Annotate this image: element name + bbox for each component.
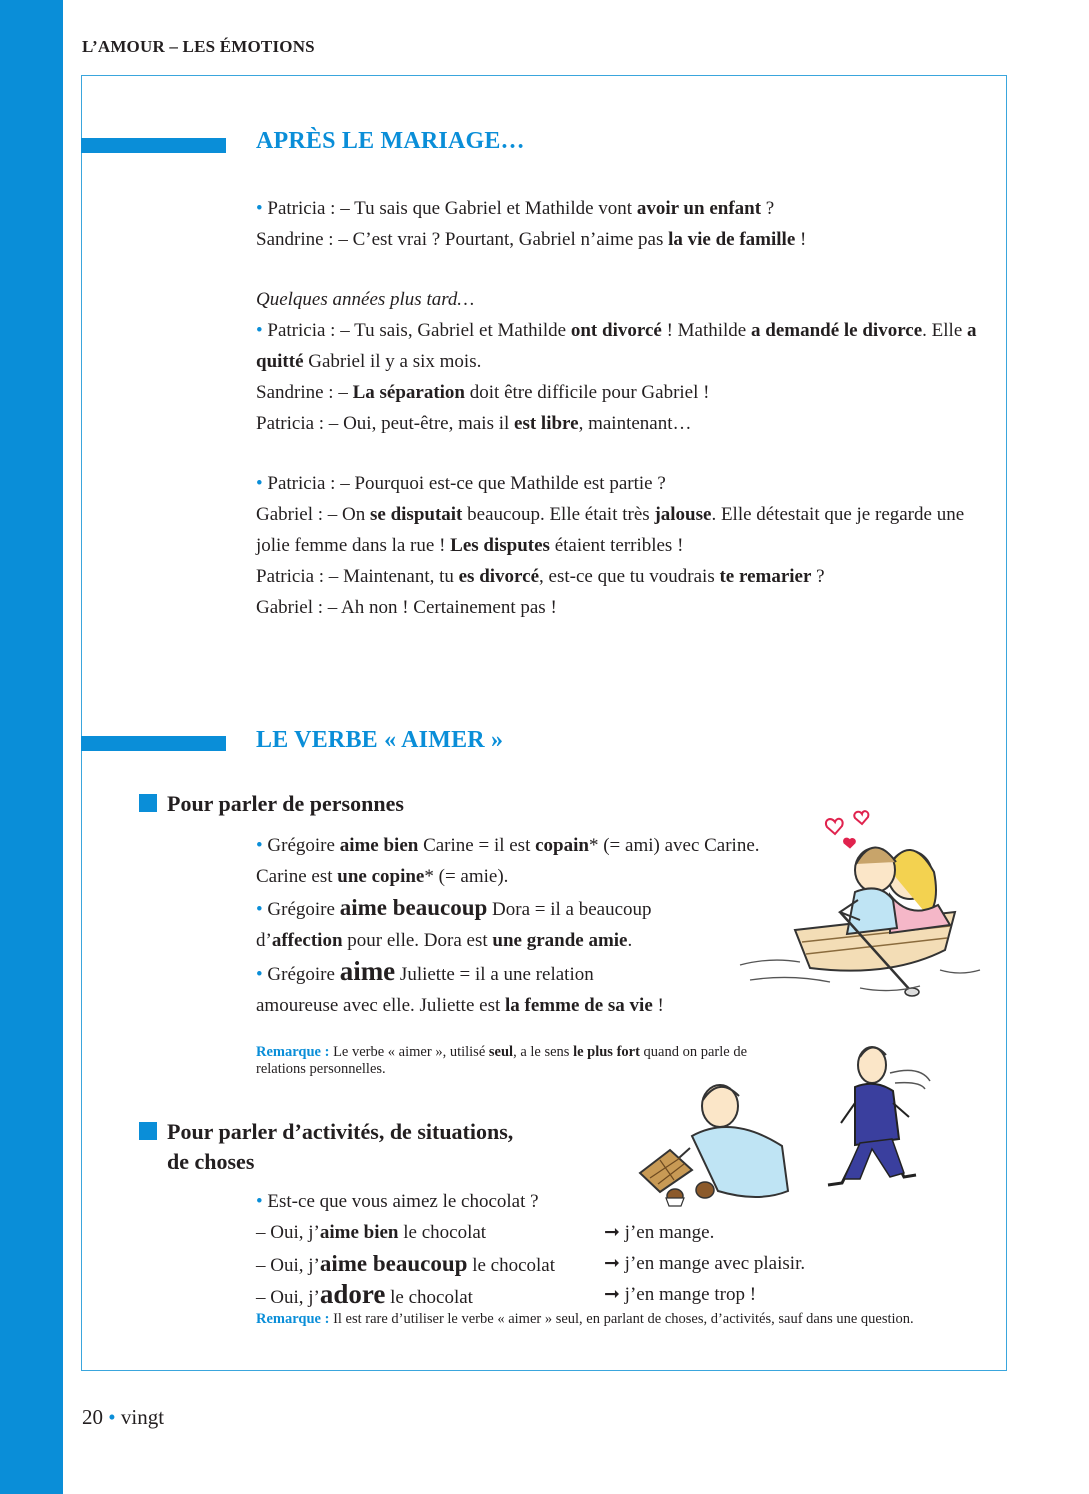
bullet-icon: • xyxy=(256,1191,263,1212)
bullet-icon: • xyxy=(256,198,263,219)
persons-explanation: • Grégoire aime bien Carine = il est copain* (= ami) avec Carine. Carine est une copine* (= amie). • Grégoire aime beaucoup Dora = il a beaucoup d’affection pour elle. Dora est une grande amie. • Grégoire aime Juliette = il a une relation amoureuse avec elle. Juliette est la femme de sa vie ! xyxy=(256,835,760,1016)
square-bullet-icon xyxy=(139,1122,157,1140)
example-row: – Oui, j’aime bien le chocolat ➞ j’en mange. xyxy=(256,1222,715,1243)
chocolate-examples: • Est-ce que vous aimez le chocolat ? – Oui, j’aime bien le chocolat ➞ j’en mange. – Oui, j’aime beaucoup le chocolat ➞ j’en mange avec plaisir. – Oui, j’adore le chocolat ➞ j’en mange trop ! xyxy=(256,1186,876,1310)
chocolate-eater-illustration xyxy=(630,1078,800,1208)
bullet-icon: • xyxy=(256,899,263,920)
section-title-le-verbe-aimer: LE VERBE « AIMER » xyxy=(256,727,504,753)
chapter-title: L’AMOUR – LES ÉMOTIONS xyxy=(82,37,315,56)
walking-man-illustration xyxy=(800,1043,940,1203)
side-color-band xyxy=(0,0,63,1494)
bullet-icon: • xyxy=(256,473,263,494)
subheading-personnes: Pour parler de personnes xyxy=(139,789,404,819)
square-bullet-icon xyxy=(139,794,157,812)
bullet-icon: • xyxy=(256,964,263,985)
dialogue-2: Quelques années plus tard… • Patricia : – Tu sais, Gabriel et Mathilde ont divorcé ! Mathilde a demandé le divorce. Elle a quitté Gabriel il y a six mois. Sandrine : – La séparation doit être difficile pour Gabriel ! Patricia : – Oui, peut-être, mais il est libre, maintenant… xyxy=(256,284,986,439)
page-footer xyxy=(82,1405,164,1430)
dialogue-3: • Patricia : – Pourquoi est-ce que Mathilde est partie ? Gabriel : – On se disputait beaucoup. Elle était très jalouse. Elle détestait que je regarde une jolie femme dans la rue ! Les disputes étaient terribles ! Patricia : – Maintenant, tu es divorcé, est-ce que tu voudrais te remarier ? Gabriel : – Ah non ! Certainement pas ! xyxy=(256,473,965,618)
subheading-choses: Pour parler d’activités, de situations, de choses xyxy=(139,1117,513,1177)
page-number: 20 xyxy=(82,1405,103,1429)
couple-rowboat-illustration xyxy=(740,800,990,1000)
page-number-word: vingt xyxy=(120,1405,165,1429)
dialogue-intro: Quelques années plus tard… xyxy=(256,289,475,310)
bullet-icon: • xyxy=(256,320,263,341)
remark-personnes: Remarque : Le verbe « aimer », utilisé seul, a le sens le plus fort quand on parle de relations personnelles. xyxy=(256,1044,748,1077)
example-row: – Oui, j’aime beaucoup le chocolat ➞ j’en mange avec plaisir. xyxy=(256,1251,806,1276)
section-title-apres-le-mariage: APRÈS LE MARIAGE… xyxy=(256,128,525,154)
section-bar xyxy=(81,138,226,153)
bullet-icon: • xyxy=(108,1405,116,1429)
remark-choses: Remarque : Il est rare d’utiliser le verbe « aimer » seul, en parlant de choses, d’activités, sauf dans une question. xyxy=(256,1311,914,1327)
dialogue-1: • Patricia : – Tu sais que Gabriel et Mathilde vont avoir un enfant ? Sandrine : – C’est vrai ? Pourtant, Gabriel n’aime pas la vie de famille ! xyxy=(256,198,807,250)
bullet-icon: • xyxy=(256,835,263,856)
section-bar xyxy=(81,736,226,751)
example-row: – Oui, j’adore le chocolat ➞ j’en mange trop ! xyxy=(256,1279,757,1309)
